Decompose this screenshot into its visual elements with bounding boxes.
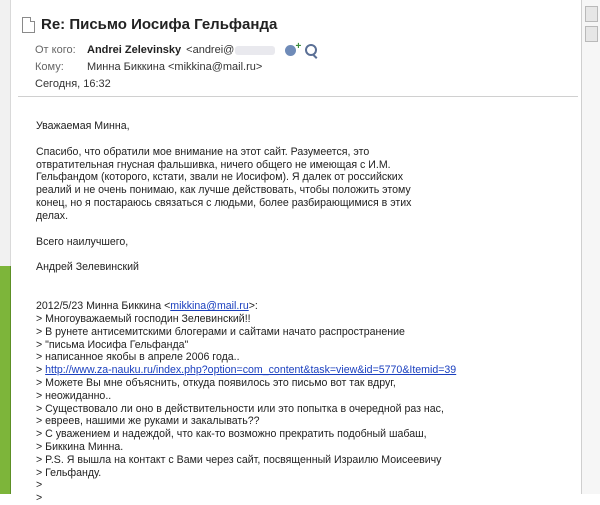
left-green-panel [0,266,11,494]
recipient[interactable]: Минна Биккина <mikkina@mail.ru> [87,61,263,73]
paragraph-line: Гельфандом (которого, кстати, звали не Иосифом). Я далек от российских [36,171,404,184]
paragraph-line: делах. [36,209,69,222]
quote-line: > Можете Вы мне объяснить, откуда появилось это письмо вот так вдруг, [36,376,396,389]
source-article-link[interactable]: http://www.za-nauku.ru/index.php?option=com_content&task=view&id=5770&Itemid=39 [45,364,457,377]
right-scroll-frame[interactable] [581,0,600,494]
quote-sender-email-link[interactable]: mikkina@mail.ru [170,300,249,313]
date-row [35,78,111,90]
closing: Всего наилучшего, [36,235,129,248]
greeting: Уважаемая Минна, [36,120,130,132]
quote-line: > "письма Иосифа Гельфанда" [36,338,189,351]
signature: Андрей Зелевинский [36,261,139,274]
sender-name[interactable]: Andrei Zelevinsky [87,44,182,56]
paragraph-line: отвратительная гнусная фальшивка, ничего общего не имеющая с И.М. [36,158,391,171]
quote-line: > [36,479,43,492]
to-label: Кому: [35,61,64,73]
add-contact-icon[interactable] [285,45,296,56]
quote-line: > Биккина Минна. [36,440,124,453]
scroll-thumb[interactable] [585,26,598,42]
sender-email[interactable]: <andrei@ [186,44,235,56]
quote-header [36,300,476,313]
quote-line: > евреев, нашими же руками и закалывать?? [36,415,260,428]
message-subject: Re: Письмо Иосифа Гельфанда [41,16,278,33]
paragraph-line: реалий и не очень понимаю, как лучше действовать, чтобы положить этому [36,184,411,197]
from-label: От кого: [35,44,76,56]
quote-link-prefix: > [36,364,46,377]
quote-line: > Многоуважаемый господин Зелевинский!! [36,312,251,325]
from-row [35,44,317,56]
quote-line: > С уважением и надеждой, что как-то возможно прекратить подобный шабаш, [36,428,427,441]
message-body [36,120,476,505]
quote-line: > В рунете антисемитскими блогерами и сайтами начато распространение [36,325,405,338]
quote-header-suffix: >: [248,300,258,313]
redacted-email [235,46,275,55]
body-paragraph [36,146,476,223]
message-header [18,8,578,97]
quote-line: > написанное якобы в апреле 2006 года.. [36,351,240,364]
subject-row [18,16,277,33]
paragraph-line: Спасибо, что обратили мое внимание на этот сайт. Разумеется, это [36,145,370,158]
quote-line: > Гельфанду. [36,466,102,479]
quote-line: > P.S. Я вышла на контакт с Вами через сайт, посвященный Израилю Моисеевичу [36,453,442,466]
quote-header-prefix: 2012/5/23 Минна Биккина < [36,300,171,313]
document-icon [22,17,35,33]
quote-line: > Существовало ли оно в действительности или это попытка в очередной раз нас, [36,402,444,415]
message-date: Сегодня, 16:32 [35,78,111,90]
quote-link-line [36,364,476,377]
to-row [35,61,262,73]
scroll-up-button[interactable] [585,6,598,22]
quote-line: > неожиданно.. [36,389,112,402]
left-panel-edge [0,0,11,266]
quote-line: > [36,492,43,505]
search-icon[interactable] [305,44,317,56]
paragraph-line: конец, но я постараюсь связаться с людьми, более разбирающимися в этих [36,196,412,209]
